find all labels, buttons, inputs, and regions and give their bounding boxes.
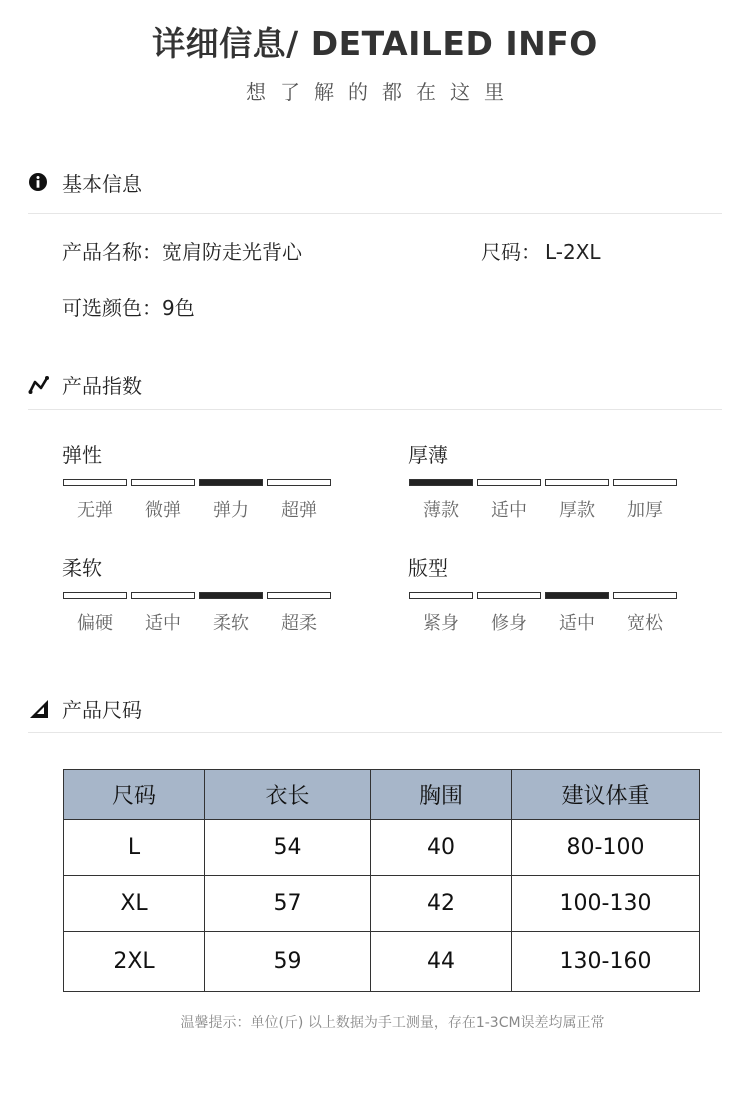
scale-segment xyxy=(131,479,195,486)
thickness-scale-labels xyxy=(409,496,677,522)
size-range-field xyxy=(481,236,601,265)
scale-option-label: 无弹 xyxy=(77,500,113,521)
table-cell: 130-160 xyxy=(512,932,700,992)
page-title: 详细信息/ DETAILED INFO xyxy=(152,24,598,63)
scale-segment xyxy=(477,479,541,486)
size-table-header-cell: 建议体重 xyxy=(512,770,700,820)
table-row xyxy=(64,820,700,876)
size-table-header-row xyxy=(64,770,700,820)
table-cell: 44 xyxy=(371,932,512,992)
divider xyxy=(28,213,722,214)
table-cell: 80-100 xyxy=(512,820,700,876)
table-cell: L xyxy=(64,820,205,876)
scale-option-label: 适中 xyxy=(559,613,595,634)
scale-option-label: 加厚 xyxy=(627,500,663,521)
scale-segment xyxy=(545,479,609,486)
scale-segment xyxy=(409,592,473,599)
scale-option-label: 适中 xyxy=(145,613,181,634)
colors-label: 可选颜色： xyxy=(62,296,162,320)
softness-title: 柔软 xyxy=(62,556,102,580)
scale-option-label: 厚款 xyxy=(559,500,595,521)
colors-field xyxy=(62,292,195,321)
table-cell: 42 xyxy=(371,876,512,932)
table-row xyxy=(64,932,700,992)
size-table xyxy=(63,769,700,992)
fit-title: 版型 xyxy=(408,556,448,580)
scale-option-label: 适中 xyxy=(491,500,527,521)
scale-segment xyxy=(267,479,331,486)
table-cell: 2XL xyxy=(64,932,205,992)
fit-scale xyxy=(409,592,677,599)
scale-option-label: 超柔 xyxy=(281,613,317,634)
ruler-triangle-icon xyxy=(28,698,50,720)
product-name-label: 产品名称： xyxy=(62,240,162,264)
table-cell: 100-130 xyxy=(512,876,700,932)
softness-scale xyxy=(63,592,331,599)
section-size-chart xyxy=(28,694,142,723)
fit-scale-labels xyxy=(409,609,677,635)
section-basic-info xyxy=(28,168,142,197)
section-product-index-title: 产品指数 xyxy=(62,374,142,398)
table-cell: 57 xyxy=(205,876,371,932)
size-range-value: L-2XL xyxy=(545,240,601,264)
size-table-header-cell: 胸围 xyxy=(371,770,512,820)
scale-option-label: 宽松 xyxy=(627,613,663,634)
size-table-header-cell: 尺码 xyxy=(64,770,205,820)
page-subtitle: 想了解的都在这里 xyxy=(246,80,518,104)
scale-segment-selected xyxy=(545,592,609,599)
table-cell: 54 xyxy=(205,820,371,876)
section-product-index xyxy=(28,370,142,399)
scale-segment xyxy=(477,592,541,599)
scale-segment xyxy=(613,479,677,486)
table-cell: 40 xyxy=(371,820,512,876)
scale-option-label: 紧身 xyxy=(423,613,459,634)
thickness-scale xyxy=(409,479,677,486)
size-range-label: 尺码： xyxy=(481,240,541,264)
section-size-chart-title: 产品尺码 xyxy=(62,698,142,722)
scale-option-label: 弹力 xyxy=(213,500,249,521)
colors-value: 9色 xyxy=(162,296,195,320)
scale-option-label: 超弹 xyxy=(281,500,317,521)
scale-segment-selected xyxy=(199,479,263,486)
scale-segment xyxy=(63,592,127,599)
table-cell: 59 xyxy=(205,932,371,992)
size-note: 温馨提示：单位(斤) 以上数据为手工测量，存在1-3CM误差均属正常 xyxy=(180,1015,605,1031)
scale-segment xyxy=(63,479,127,486)
scale-segment xyxy=(267,592,331,599)
divider xyxy=(28,409,722,410)
scale-segment xyxy=(131,592,195,599)
elasticity-scale xyxy=(63,479,331,486)
trend-line-icon xyxy=(28,374,50,396)
table-cell: XL xyxy=(64,876,205,932)
product-name-value: 宽肩防走光背心 xyxy=(162,240,302,264)
softness-scale-labels xyxy=(63,609,331,635)
scale-option-label: 修身 xyxy=(491,613,527,634)
product-name-field xyxy=(62,236,302,265)
scale-option-label: 柔软 xyxy=(213,613,249,634)
scale-option-label: 薄款 xyxy=(423,500,459,521)
scale-segment xyxy=(613,592,677,599)
divider xyxy=(28,732,722,733)
elasticity-title: 弹性 xyxy=(62,443,102,467)
table-row xyxy=(64,876,700,932)
elasticity-scale-labels xyxy=(63,496,331,522)
scale-segment-selected xyxy=(409,479,473,486)
scale-option-label: 微弹 xyxy=(145,500,181,521)
thickness-title: 厚薄 xyxy=(408,443,448,467)
scale-option-label: 偏硬 xyxy=(77,613,113,634)
size-table-header-cell: 衣长 xyxy=(205,770,371,820)
scale-segment-selected xyxy=(199,592,263,599)
section-basic-info-title: 基本信息 xyxy=(62,172,142,196)
info-circle-icon xyxy=(28,172,50,194)
